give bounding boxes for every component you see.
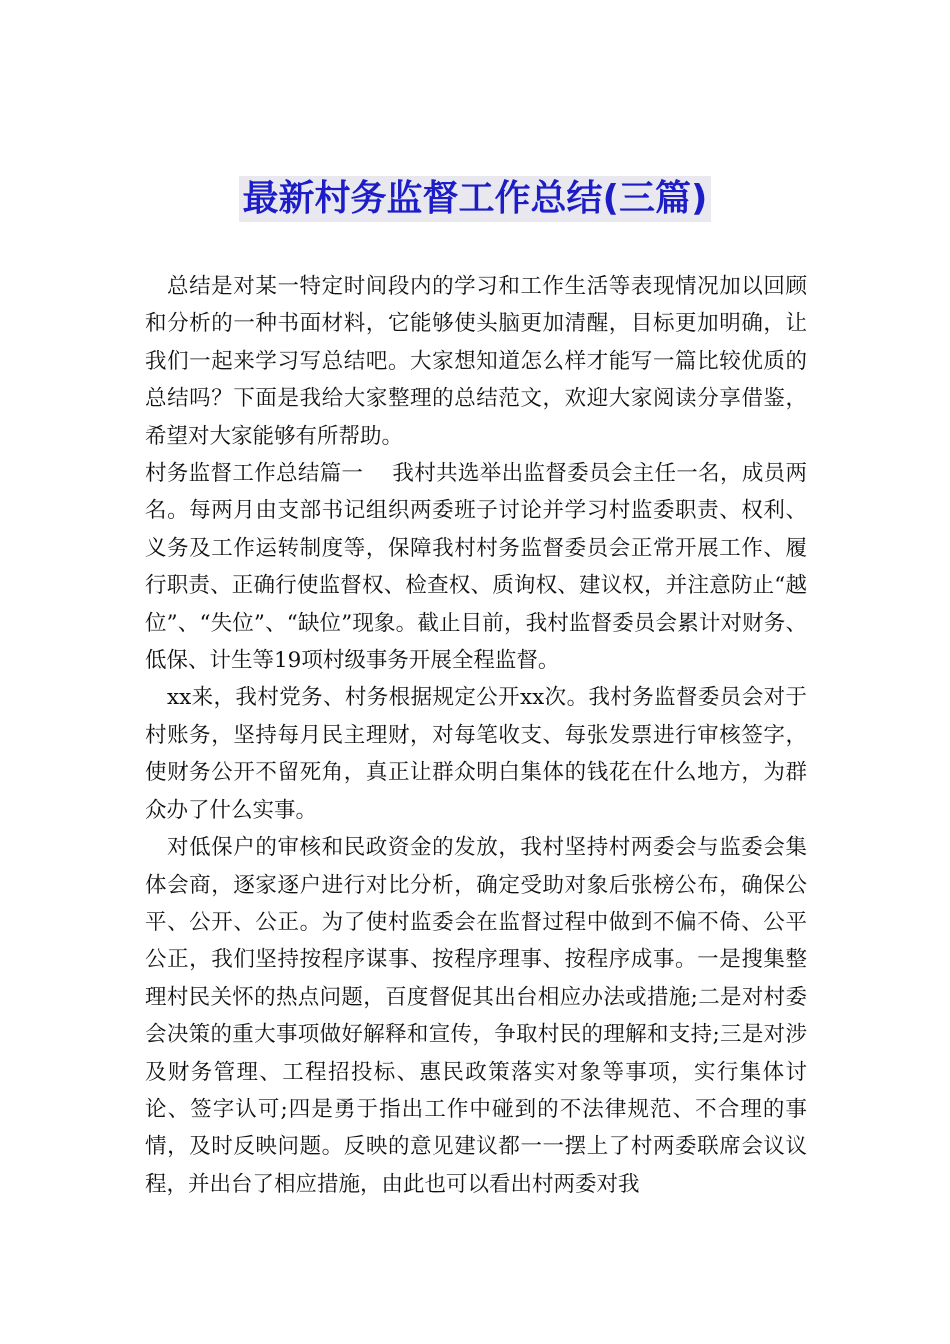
low-income-paragraph: 对低保户的审核和民政资金的发放，我村坚持村两委会与监委会集体会商，逐家逐户进行对比分析，确定受助对象后张榜公布，确保公平、公开、公正。为了使村监委会在监督过程中做到不偏不倚、公平公正，我们坚持按程序谋事、按程序理事、按程序成事。一是搜集整理村民关怀的热点问题，百度督促其出台相应办法或措施;二是对村委会决策的重大事项做好解释和宣传，争取村民的理解和支持;三是对涉及财务管理、工程招投标、惠民政策落实对象等事项，实行集体讨论、签字认可;四是勇于指出工作中碰到的不法律规范、不合理的事情，及时反映问题。反映的意见建议都一一摆上了村两委联席会议议程，并出台了相应措施，由此也可以看出村两委对我 (145, 835, 807, 1197)
document-title: 最新村务监督工作总结(三篇) (239, 176, 712, 222)
title-container (0, 176, 950, 222)
section-one-paragraph: 村务监督工作总结篇一 我村共选举出监督委员会主任一名，成员两名。每两月由支部书记组织两委班子讨论并学习村监委职责、权利、义务及工作运转制度等，保障我村村务监督委员会正常开展工作、履行职责、正确行使监督权、检查权、质询权、建议权，并注意防止“越位”、“失位”、“缺位”现象。截止目前，我村监督委员会累计对财务、低保、计生等19项村级事务开展全程监督。 (145, 461, 807, 674)
document-body (145, 268, 807, 1203)
finance-paragraph: xx来，我村党务、村务根据规定公开xx次。我村务监督委员会对于村账务，坚持每月民主理财，对每笔收支、每张发票进行审核签字，使财务公开不留死角，真正让群众明白集体的钱花在什么地方，为群众办了什么实事。 (145, 685, 807, 823)
intro-paragraph: 总结是对某一特定时间段内的学习和工作生活等表现情况加以回顾和分析的一种书面材料，它能够使头脑更加清醒，目标更加明确，让我们一起来学习写总结吧。大家想知道怎么样才能写一篇比较优质的总结吗？下面是我给大家整理的总结范文，欢迎大家阅读分享借鉴，希望对大家能够有所帮助。 (145, 274, 807, 449)
